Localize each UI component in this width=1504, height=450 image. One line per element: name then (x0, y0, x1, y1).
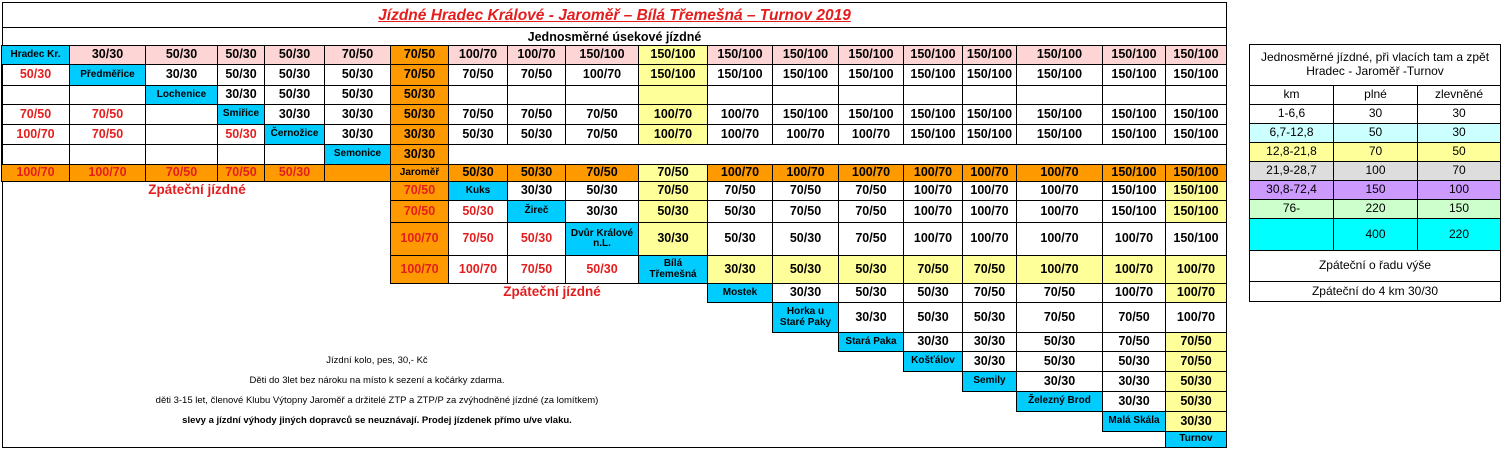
station-cell: Železný Brod (1016, 391, 1103, 412)
fare-cell: 70/50 (390, 181, 449, 201)
station-cell: Semonice (324, 144, 391, 165)
fare-cell: 70/50 (390, 64, 449, 86)
fare-cell: 150/100 (903, 45, 963, 65)
fare-cell (264, 144, 325, 165)
fare-cell: 150/100 (903, 124, 963, 145)
fare-cell: 70/50 (390, 200, 449, 223)
fare-cell: 70/50 (324, 45, 391, 65)
fare-cell: 150/100 (638, 45, 708, 65)
fare-cell: 50/30 (1, 64, 70, 86)
fare-cell: 30/30 (507, 181, 566, 201)
fare-cell: 70/50 (448, 64, 508, 86)
fare-cell: 70/50 (707, 181, 773, 201)
station-cell: Horka u Staré Paky (772, 302, 839, 333)
fare-cell: 100/70 (1102, 222, 1166, 256)
fare-cell: 150/100 (1165, 200, 1227, 223)
fare-cell: 50/30 (324, 85, 391, 105)
side-km-cell: 6,7-12,8 (1249, 123, 1334, 143)
fare-cell: 150/100 (838, 64, 904, 86)
side-km-cell: 1-6,6 (1249, 104, 1334, 124)
fare-cell (69, 144, 146, 165)
fare-cell: 30/30 (1165, 411, 1227, 432)
fare-cell: 30/30 (1102, 371, 1166, 392)
side-return-note-2: Zpáteční do 4 km 30/30 (1249, 281, 1501, 302)
fare-cell (638, 85, 708, 105)
fare-cell: 100/70 (903, 181, 963, 201)
fare-cell: 70/50 (772, 181, 839, 201)
fare-cell: 50/30 (448, 200, 508, 223)
fare-cell (565, 85, 639, 105)
side-reduced-cell: 70 (1417, 161, 1501, 181)
fare-cell: 100/70 (565, 64, 639, 86)
fare-cell: 70/50 (838, 222, 904, 256)
fare-cell: 70/50 (145, 164, 218, 182)
fare-cell: 50/30 (264, 85, 325, 105)
fare-cell: 30/30 (772, 283, 839, 303)
fare-cell: 100/70 (962, 181, 1017, 201)
fare-cell: 100/70 (707, 124, 773, 145)
side-km-cell: 30,8-72,4 (1249, 180, 1334, 200)
fare-cell: 30/30 (638, 222, 708, 256)
fare-cell: 150/100 (903, 64, 963, 86)
fare-cell: 150/100 (1016, 45, 1103, 65)
fare-cell: 70/50 (962, 255, 1017, 284)
fare-cell: 50/30 (324, 64, 391, 86)
fare-cell: 70/50 (448, 104, 508, 125)
side-full-cell: 50 (1333, 123, 1418, 143)
fare-cell: 70/50 (565, 104, 639, 125)
fare-cell (324, 164, 391, 182)
fare-cell: 150/100 (1165, 104, 1227, 125)
fare-cell: 150/100 (1165, 64, 1227, 86)
station-cell: Košťálov (903, 351, 963, 372)
fare-cell (1102, 85, 1166, 105)
fare-cell: 100/70 (638, 104, 708, 125)
fare-cell: 50/30 (448, 164, 508, 182)
fare-cell: 30/30 (1016, 371, 1103, 392)
fare-cell (507, 85, 566, 105)
fare-cell: 50/30 (264, 64, 325, 86)
fare-cell: 150/100 (1102, 181, 1166, 201)
fare-cell: 30/30 (962, 332, 1017, 352)
fare-cell: 150/100 (1165, 45, 1227, 65)
fare-cell: 70/50 (1016, 283, 1103, 303)
side-reduced-cell: 100 (1417, 180, 1501, 200)
fare-cell: 100/70 (1165, 255, 1227, 284)
station-cell: Žireč (507, 200, 566, 223)
fare-cell: 150/100 (1102, 124, 1166, 145)
fare-cell: 150/100 (1165, 181, 1227, 201)
fare-cell: 100/70 (838, 164, 904, 182)
fare-cell: 30/30 (962, 351, 1017, 372)
fare-cell: 70/50 (638, 164, 708, 182)
fare-cell: 30/30 (324, 104, 391, 125)
fare-cell: 70/50 (772, 200, 839, 223)
fare-cell: 100/70 (1165, 283, 1227, 303)
side-col-km: km (1249, 85, 1334, 105)
fare-cell: 100/70 (390, 222, 449, 256)
fare-cell: 100/70 (1016, 164, 1103, 182)
fare-cell: 50/30 (507, 222, 566, 256)
fare-cell: 70/50 (565, 124, 639, 145)
fare-cell: 70/50 (1102, 332, 1166, 352)
fare-cell (903, 85, 963, 105)
fare-cell: 150/100 (1016, 124, 1103, 145)
fare-cell: 50/30 (707, 222, 773, 256)
side-km-cell: 12,8-21,8 (1249, 142, 1334, 162)
fare-cell: 100/70 (69, 164, 146, 182)
fare-cell: 150/100 (1102, 45, 1166, 65)
fare-cell: 30/30 (390, 124, 449, 145)
fare-cell: 50/30 (507, 164, 566, 182)
page-title: Jízdné Hradec Králové - Jaroměř – Bílá Třemešná – Turnov 2019 (378, 7, 851, 24)
station-cell: Smiřice (217, 104, 265, 125)
fare-cell: 100/70 (1016, 200, 1103, 223)
fare-cell: 100/70 (448, 45, 508, 65)
station-cell: Hradec Kr. (1, 45, 70, 65)
side-reduced-cell: 220 (1417, 218, 1501, 251)
fare-cell: 150/100 (838, 104, 904, 125)
fare-cell: 100/70 (962, 164, 1017, 182)
fare-cell: 100/70 (962, 222, 1017, 256)
fare-cell: 30/30 (903, 332, 963, 352)
fare-cell: 150/100 (772, 104, 839, 125)
fare-cell: 70/50 (390, 45, 449, 65)
fare-cell: 150/100 (903, 104, 963, 125)
fare-cell (707, 85, 773, 105)
side-full-cell: 70 (1333, 142, 1418, 162)
fare-cell (69, 85, 146, 105)
side-col-full: plné (1333, 85, 1418, 105)
fare-cell: 70/50 (1, 104, 70, 125)
fare-cell (145, 104, 218, 125)
side-full-cell: 30 (1333, 104, 1418, 124)
fare-cell: 150/100 (1016, 104, 1103, 125)
note-children: Děti do 3let bez nároku na místo k sezení a kočárky zdarma. (249, 375, 505, 386)
fare-cell: 150/100 (838, 45, 904, 65)
fare-cell: 100/70 (1102, 283, 1166, 303)
fare-cell (1, 144, 70, 165)
fare-cell (1, 85, 70, 105)
fare-cell: 50/30 (390, 85, 449, 105)
fare-cell (962, 85, 1017, 105)
fare-cell (838, 85, 904, 105)
fare-cell: 50/30 (217, 124, 265, 145)
return-fare-label-1: Zpáteční jízdné (148, 182, 246, 197)
fare-cell: 50/30 (1016, 351, 1103, 372)
fare-cell: 70/50 (638, 181, 708, 201)
fare-cell: 50/30 (772, 255, 839, 284)
fare-cell: 150/100 (1102, 64, 1166, 86)
fare-cell: 50/30 (1165, 391, 1227, 412)
fare-cell: 100/70 (390, 255, 449, 284)
fare-cell: 70/50 (1102, 302, 1166, 333)
fare-cell: 50/30 (565, 255, 639, 284)
station-cell: Dvůr Králové n.L. (565, 222, 639, 256)
fare-cell: 100/70 (838, 124, 904, 145)
fare-cell (217, 144, 265, 165)
fare-cell: 70/50 (507, 64, 566, 86)
side-full-cell: 100 (1333, 161, 1418, 181)
fare-cell: 70/50 (838, 200, 904, 223)
page-subtitle: Jednosměrné úsekové jízdné (527, 30, 702, 44)
fare-cell: 50/30 (772, 222, 839, 256)
station-cell: Černožice (264, 124, 325, 145)
side-full-cell: 220 (1333, 199, 1418, 219)
fare-cell: 150/100 (962, 124, 1017, 145)
fare-cell: 30/30 (707, 255, 773, 284)
side-full-cell: 400 (1333, 218, 1418, 251)
fare-cell: 70/50 (448, 222, 508, 256)
fare-cell: 50/30 (903, 302, 963, 333)
fare-cell: 50/30 (962, 302, 1017, 333)
divider (2, 27, 1227, 28)
station-cell: Kuks (448, 181, 508, 201)
side-return-note: Zpáteční o řadu výše (1249, 250, 1501, 282)
fare-cell: 50/30 (565, 181, 639, 201)
station-cell: Bílá Třemešná (638, 255, 708, 284)
fare-cell: 50/30 (264, 164, 325, 182)
fare-cell: 100/70 (903, 164, 963, 182)
fare-cell: 150/100 (638, 64, 708, 86)
fare-cell: 70/50 (69, 124, 146, 145)
fare-cell: 100/70 (1, 164, 70, 182)
station-cell: Předměřice (69, 64, 146, 86)
fare-cell: 50/30 (264, 45, 325, 65)
station-cell: Lochenice (145, 85, 218, 105)
side-km-cell: 21,9-28,7 (1249, 161, 1334, 181)
fare-cell: 70/50 (507, 255, 566, 284)
fare-cell: 50/30 (1165, 371, 1227, 392)
fare-cell (1016, 85, 1103, 105)
side-reduced-cell: 30 (1417, 123, 1501, 143)
fare-cell: 50/30 (903, 283, 963, 303)
fare-cell: 30/30 (390, 144, 449, 165)
fare-cell: 30/30 (565, 200, 639, 223)
fare-cell: 50/30 (838, 255, 904, 284)
note-discounts: děti 3-15 let, členové Klubu Výtopny Jaroměř a držitelé ZTP a ZTP/P za zvýhodněné jízdné (za lomítkem) (155, 395, 599, 406)
station-cell: Semily (962, 371, 1017, 392)
fare-cell: 30/30 (324, 124, 391, 145)
fare-cell: 50/30 (507, 124, 566, 145)
fare-cell: 150/100 (565, 45, 639, 65)
fare-cell (1165, 85, 1227, 105)
fare-cell: 50/30 (448, 124, 508, 145)
fare-cell: 100/70 (962, 200, 1017, 223)
fare-cell: 150/100 (1102, 104, 1166, 125)
fare-cell: 70/50 (69, 104, 146, 125)
side-reduced-cell: 50 (1417, 142, 1501, 162)
note-bike: Jízdní kolo, pes, 30,- Kč (326, 355, 428, 366)
fare-cell: 150/100 (707, 45, 773, 65)
fare-cell (448, 85, 508, 105)
fare-cell: 150/100 (1165, 124, 1227, 145)
side-reduced-cell: 30 (1417, 104, 1501, 124)
return-fare-label-2: Zpáteční jízdné (503, 284, 601, 299)
fare-cell: 100/70 (707, 164, 773, 182)
fare-cell: 70/50 (903, 255, 963, 284)
fare-cell: 100/70 (1016, 255, 1103, 284)
fare-cell: 30/30 (145, 64, 218, 86)
fare-cell: 100/70 (1016, 181, 1103, 201)
station-cell: Malá Skála (1102, 411, 1166, 432)
fare-cell: 150/100 (772, 45, 839, 65)
note-other-carriers: slevy a jízdní výhody jiných dopravců se neuznávají. Prodej jízdenek přímo u/ve vlaku. (182, 415, 572, 426)
fare-cell: 70/50 (1016, 302, 1103, 333)
fare-cell: 70/50 (217, 164, 265, 182)
fare-cell: 70/50 (838, 181, 904, 201)
fare-cell: 50/30 (838, 283, 904, 303)
fare-cell: 50/30 (1102, 351, 1166, 372)
fare-cell: Jaroměř (390, 164, 449, 182)
fare-cell: 100/70 (903, 222, 963, 256)
fare-cell: 100/70 (507, 45, 566, 65)
fare-cell: 70/50 (1165, 351, 1227, 372)
fare-cell: 70/50 (1165, 332, 1227, 352)
fare-cell: 100/70 (1102, 255, 1166, 284)
fare-cell: 150/100 (1016, 64, 1103, 86)
side-km-cell: 76- (1249, 199, 1334, 219)
fare-cell: 30/30 (1102, 391, 1166, 412)
fare-cell: 70/50 (962, 283, 1017, 303)
fare-cell: 30/30 (838, 302, 904, 333)
fare-cell: 150/100 (962, 64, 1017, 86)
fare-cell: 100/70 (1, 124, 70, 145)
fare-cell: 50/30 (638, 200, 708, 223)
side-header: Jednosměrné jízdné, při vlacích tam a zpět Hradec - Jaroměř -Turnov (1249, 44, 1501, 86)
fare-cell: 150/100 (1165, 222, 1227, 256)
fare-cell: 30/30 (217, 85, 265, 105)
fare-cell: 30/30 (69, 45, 146, 65)
side-col-reduced: zlevněné (1417, 85, 1501, 105)
fare-cell: 100/70 (1016, 222, 1103, 256)
fare-cell: 50/30 (390, 104, 449, 125)
fare-cell (772, 85, 839, 105)
side-km-cell (1249, 218, 1334, 251)
fare-cell: 50/30 (1016, 332, 1103, 352)
fare-cell: 150/100 (1102, 200, 1166, 223)
fare-cell: 30/30 (264, 104, 325, 125)
fare-cell: 150/100 (1165, 164, 1227, 182)
fare-cell: 70/50 (565, 164, 639, 182)
fare-cell: 100/70 (707, 104, 773, 125)
fare-cell: 100/70 (448, 255, 508, 284)
fare-cell: 50/30 (707, 200, 773, 223)
fare-cell: 100/70 (638, 124, 708, 145)
fare-cell: 150/100 (962, 45, 1017, 65)
side-reduced-cell: 150 (1417, 199, 1501, 219)
fare-cell: 150/100 (772, 64, 839, 86)
fare-cell (145, 144, 218, 165)
station-cell: Stará Paka (838, 332, 904, 352)
station-cell: Turnov (1165, 431, 1227, 448)
side-full-cell: 150 (1333, 180, 1418, 200)
fare-cell (145, 124, 218, 145)
fare-cell: 50/30 (217, 64, 265, 86)
fare-cell: 150/100 (707, 64, 773, 86)
station-cell: Mostek (707, 283, 773, 303)
fare-cell: 50/30 (217, 45, 265, 65)
fare-cell: 100/70 (772, 164, 839, 182)
fare-cell: 150/100 (1102, 164, 1166, 182)
fare-cell: 50/30 (145, 45, 218, 65)
fare-cell: 100/70 (903, 200, 963, 223)
fare-cell: 100/70 (772, 124, 839, 145)
fare-cell: 100/70 (1165, 302, 1227, 333)
fare-cell: 150/100 (962, 104, 1017, 125)
fare-cell: 70/50 (507, 104, 566, 125)
